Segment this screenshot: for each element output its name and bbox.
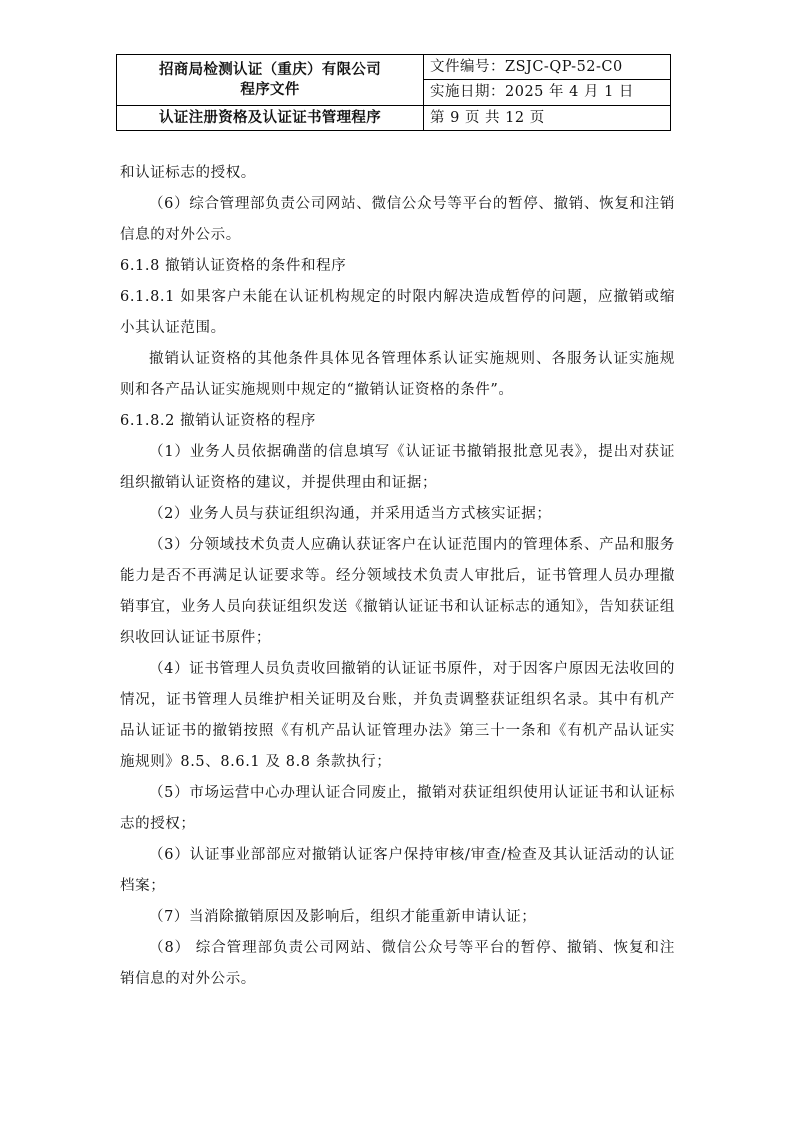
effective-date-value: 2025 年 4 月 1 日 — [505, 84, 634, 101]
doc-number-label: 文件编号： — [430, 59, 505, 76]
procedure-step-3: （3）分领域技术负责人应确认获证客户在认证范围内的管理体系、产品和服务能力是否不再满足认证要求等。经分领域技术负责人审批后，证书管理人员办理撤销事宜，业务人员向获证组织发送《撤销认证证书和认证标志的通知》，告知获证组织收回认证证书原件； — [120, 537, 675, 646]
procedure-title: 认证注册资格及认证证书管理程序 — [117, 105, 424, 130]
procedure-step-1: （1）业务人员依据确凿的信息填写《认证证书撤销报批意见表》，提出对获证组织撤销认证资格的建议，并提供理由和证据； — [120, 444, 675, 491]
document-body — [120, 158, 675, 995]
paragraph-continuation: 和认证标志的授权。 — [120, 165, 256, 181]
effective-date-label: 实施日期： — [430, 84, 505, 101]
company-name: 招商局检测认证（重庆）有限公司 — [159, 61, 381, 78]
procedure-step-6: （6）认证事业部部应对撤销认证客户保持审核/审查/检查及其认证活动的认证档案； — [120, 847, 675, 894]
effective-date-cell — [424, 80, 671, 105]
procedure-step-7: （7）当消除撤销原因及影响后，组织才能重新申请认证； — [149, 909, 537, 925]
paragraph-other-conditions: 撤销认证资格的其他条件具体见各管理体系认证实施规则、各服务认证实施规则和各产品认证实施规则中规定的“撤销认证资格的条件”。 — [120, 351, 675, 398]
header-company-cell — [117, 55, 424, 106]
doc-number-cell — [424, 55, 671, 80]
procedure-step-4: （4）证书管理人员负责收回撤销的认证证书原件，对于因客户原因无法收回的情况，证书管理人员维护相关证明及台账，并负责调整获证组织名录。其中有机产品认证证书的撤销按照《有机产品认证管理办法》第三十一条和《有机产品认证实施规则》8.5、8.6.1 及 8.8 条款执行； — [120, 661, 675, 770]
procedure-step-2: （2）业务人员与获证组织沟通，并采用适当方式核实证据； — [149, 506, 552, 522]
procedure-step-8: （8） 综合管理部负责公司网站、微信公众号等平台的暂停、撤销、恢复和注销信息的对外公示。 — [120, 940, 675, 987]
section-heading-6-1-8: 6.1.8 撤销认证资格的条件和程序 — [120, 258, 347, 274]
procedure-step-5: （5）市场运营中心办理认证合同废止，撤销对获证组织使用认证证书和认证标志的授权； — [120, 785, 675, 832]
doc-number-value: ZSJC-QP-52-C0 — [505, 59, 623, 76]
document-header-table — [116, 54, 671, 131]
clause-heading-6-1-8-2: 6.1.8.2 撤销认证资格的程序 — [120, 413, 317, 429]
page-info: 第 9 页 共 12 页 — [424, 105, 671, 130]
document-type: 程序文件 — [240, 81, 300, 98]
paragraph-item-6-publicity: （6）综合管理部负责公司网站、微信公众号等平台的暂停、撤销、恢复和注销信息的对外公示。 — [120, 196, 675, 243]
clause-6-1-8-1: 6.1.8.1 如果客户未能在认证机构规定的时限内解决造成暂停的问题，应撤销或缩小其认证范围。 — [120, 289, 675, 336]
